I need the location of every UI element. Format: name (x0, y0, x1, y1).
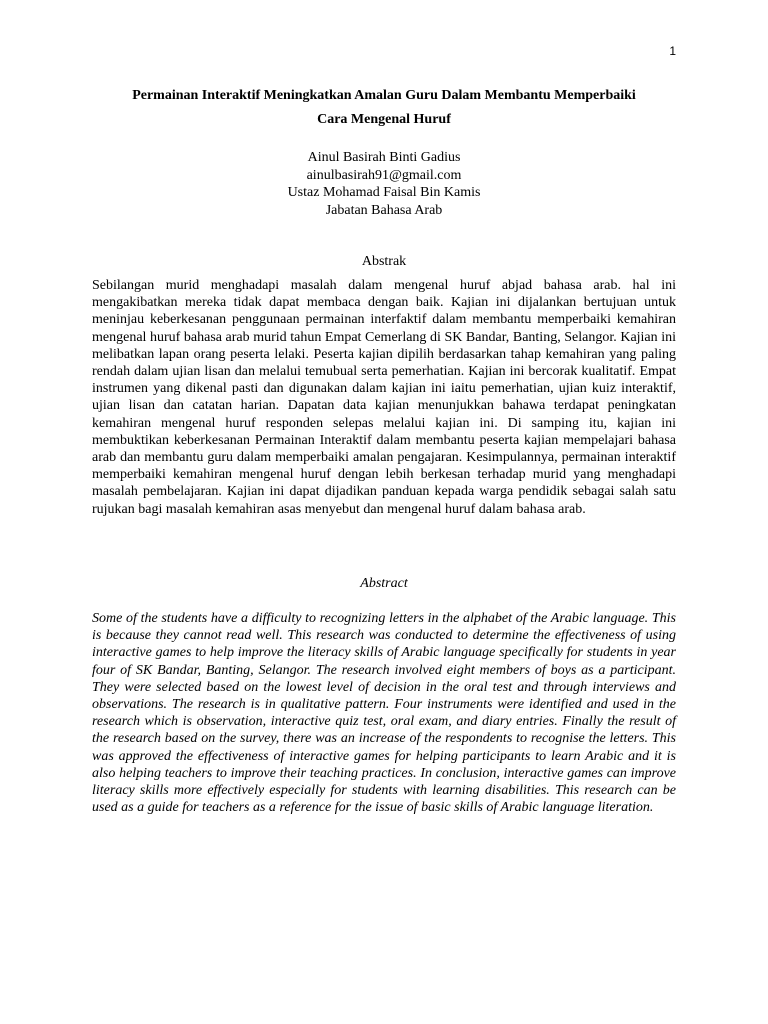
author-block (92, 149, 676, 219)
page-number: 1 (669, 44, 676, 58)
paper-title-line-1: Permainan Interaktif Meningkatkan Amalan Guru Dalam Membantu Memperbaiki (132, 88, 636, 103)
abstrak-heading: Abstrak (361, 254, 407, 269)
abstract-body: Some of the students have a difficulty to recognizing letters in the alphabet of the Arabic language. This is because they cannot read well. This research was conducted to determine the effectiveness of using interactive games to help improve the literacy skills of Arabic language specifically for students in year four of SK Bandar, Banting, Selangor. The research involved eight members of boys as a participant. They were selected based on the lowest level of decision in the oral test and through interviews and observations. The research is in qualitative pattern. Four instruments were identified and used in the research which is observation, interactive quiz test, oral exam, and diary entries. Finally the result of the research based on the survey, there was an increase of the respondents to recognise the letters. This was approved the effectiveness of interactive games for helping participants to learn Arabic and it is also helping teachers to improve their teaching practices. In conclusion, interactive games can improve literacy skills more effectively especially for students with learning disabilities. This research can be used as a guide for teachers as a reference for the issue of basic skills of Arabic language literation. (92, 611, 676, 816)
abstrak-body: Sebilangan murid menghadapi masalah dalam mengenal huruf abjad bahasa arab. hal ini mengakibatkan mereka tidak dapat membaca dengan baik. Kajian ini dijalankan bertujuan untuk meninjau keberkesanan penggunaan permainan interfaktif dalam membantu memperbaiki kemahiran mengenal huruf bahasa arab murid tahun Empat Cemerlang di SK Bandar, Banting, Selangor. Kajian ini melibatkan lapan orang peserta lelaki. Peserta kajian dipilih berdasarkan tahap kemahiran yang paling rendah dalam ujian lisan dan melalui temubual serta pemerhatian. Kajian ini bercorak kualitatif. Empat instrumen yang dikenal pasti dan digunakan dalam kajian ini iaitu pemerhatian, ujian kuiz interaktif, ujian lisan dan catatan harian. Dapatan data kajian menunjukkan bahawa terdapat peningkatan kemahiran mengenal huruf responden selepas melalui kajian ini. Di samping itu, kajian ini membuktikan keberkesanan Permainan Interaktif dalam membantu peserta kajian mempelajari bahasa arab dan membantu guru dalam memperbaiki amalan pengajaran. Kesimpulannya, permainan interaktif memperbaiki kemahiran mengenal huruf dengan lebih berkesan terhadap murid yang menghadapi masalah pembelajaran. Kajian ini dapat dijadikan panduan kepada warga pendidik sebagai salah satu rujukan bagi masalah kemahiran asas menyebut dan mengenal huruf dalam bahasa arab. (92, 278, 676, 517)
author-name-1: Ainul Basirah Binti Gadius (307, 150, 461, 165)
author-name-2: Ustaz Mohamad Faisal Bin Kamis (287, 185, 481, 200)
abstract-heading: Abstract (360, 576, 408, 591)
paper-title-line-2: Cara Mengenal Huruf (317, 112, 451, 127)
author-department: Jabatan Bahasa Arab (325, 202, 443, 218)
author-email: ainulbasirah91@gmail.com (306, 167, 462, 183)
